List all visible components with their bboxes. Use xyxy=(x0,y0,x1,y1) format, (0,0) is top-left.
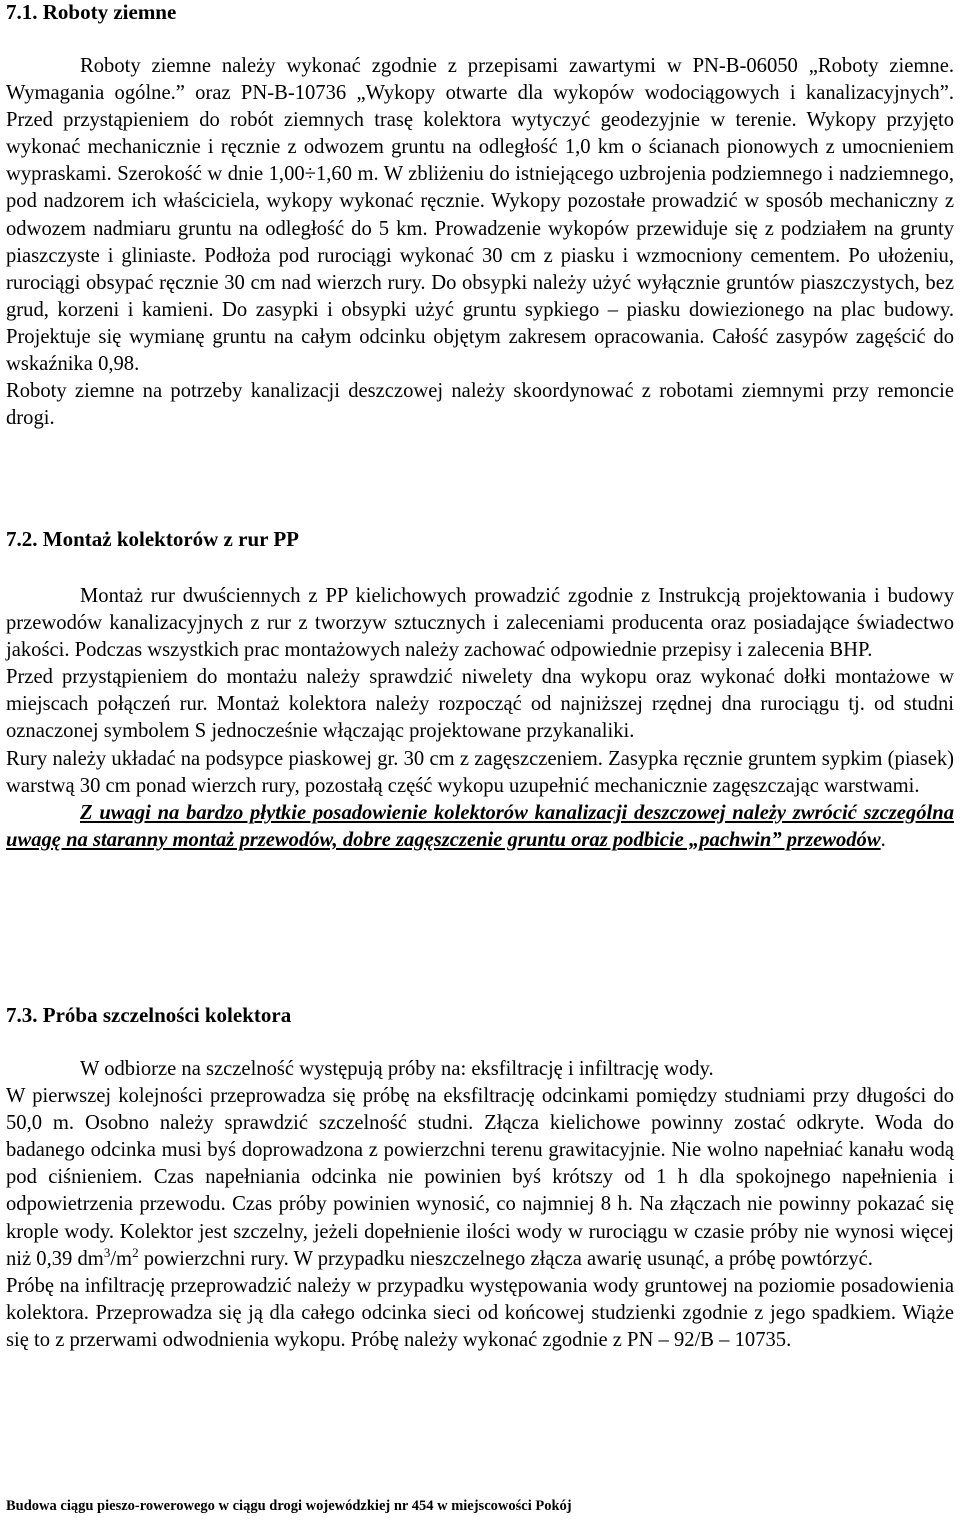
paragraph-exfiltration xyxy=(6,1083,954,1273)
section-7-3-body xyxy=(6,1056,954,1354)
section-title: Montaż kolektorów z rur PP xyxy=(42,527,299,551)
paragraph-pipe-assembly: Montaż rur dwuściennych z PP kielichowych prowadzić zgodnie z Instrukcją projektowania i budowy przewodów kanalizacyjnych z rur z tworzyw sztucznych i zaleceniami producenta oraz posiadające świadectwo jakości. Podczas wszystkich prac montażowych należy zachować odpowiednie przepisy i zalecenia BHP. xyxy=(6,585,954,662)
superscript-3: 3 xyxy=(103,1244,111,1260)
superscript-2: 2 xyxy=(132,1244,139,1260)
paragraph-preparation: Przed przystąpieniem do montażu należy sprawdzić niwelety dna wykopu oraz wykonać dołki montażowe w miejscach połączeń rur. Montaż kolektora należy rozpocząć od najniższej rzędnej dna rurociągu tj. od studni oznaczonej symbolem S jednocześnie włączając projektowane przykanaliki. xyxy=(6,666,954,743)
section-7-2-body xyxy=(6,583,954,854)
exfiltration-text-a: W pierwszej kolejności przeprowadza się próbę na eksfiltrację odcinkami pomiędzy studniami przy długości do 50,0 m. Osobno należy sprawdzić szczelność studni. Złącza kielichowe powinny zostać odkryte. Woda do badanego odcinka musi byś doprowadzona z powierzchni terenu grawitacyjnie. Nie wolno napełniać kanału wodą pod ciśnieniem. Czas napełniania odcinka nie powinien byś krótszy od 1 h dla spokojnego napełnienia i odpowietrzenia przewodu. Czas próby powinien wynosić, co najmniej 8 h. Na złączach nie powinny pokazać się krople wody. Kolektor jest szczelny, jeżeli dopełnienie ilości wody w rurociągu w czasie próby nie wynosi więcej niż 0,39 dm xyxy=(6,1085,954,1270)
paragraph-tightness-intro: W odbiorze na szczelność występują próby na: eksfiltrację i infiltrację wody. xyxy=(80,1058,714,1080)
emphasis-note: Z uwagi na bardzo płytkie posadowienie kolektorów kanalizacji deszczowej należy zwrócić szczególna uwagę na staranny montaż przewodów, dobre zagęszczenie gruntu oraz podbicie „pachwin” przewodów xyxy=(6,801,954,851)
section-heading-7-1: 7.1. Roboty ziemne xyxy=(6,0,177,24)
page-footer: Budowa ciągu pieszo-rowerowego w ciągu drogi wojewódzkiej nr 454 w miejscowości Pokój xyxy=(6,1498,572,1514)
paragraph-coordination: Roboty ziemne na potrzeby kanalizacji deszczowej należy skoordynować z robotami ziemnymi przy remoncie drogi. xyxy=(6,380,954,430)
paragraph-earthworks: Roboty ziemne należy wykonać zgodnie z przepisami zawartymi w PN-B-06050 „Roboty ziemne. Wymagania ogólne.” oraz PN-B-10736 „Wykopy otwarte dla wykopów wodociągowych i kanalizacyjnych”. Przed przystąpieniem do robót ziemnych trasę kolektora wytyczyć geodezyjnie w terenie. Wykopy przyjęto wykonać mechanicznie i ręcznie z odwozem gruntu na odległość 1,0 km o ścianach pionowych z umocnieniem wypraskami. Szerokość w dnie 1,00÷1,60 m. W zbliżeniu do istniejącego uzbrojenia podziemnego i nadziemnego, pod nadzorem ich właściciela, wykopy wykonać ręcznie. Wykopy pozostałe prowadzić w sposób mechaniczny z odwozem nadmiaru gruntu na odległość do 5 km. Prowadzenie wykopów przewiduje się z podziałem na grunty piaszczyste i gliniaste. Podłoża pod rurociągi wykonać 30 cm z piasku i wzmocniony cementem. Po ułożeniu, rurociągi obsypać ręcznie 30 cm nad wierzch rury. Do obsypki należy użyć wyłącznie gruntów piaszczystych, bez grud, korzeni i kamieni. Do zasypki i obsypki użyć gruntu sypkiego – piasku dowiezionego na plac budowy. Projektuje się wymianę gruntu na całym odcinku objętym zakresem opracowania. Całość zasypów zagęścić do wskaźnika 0,98. xyxy=(6,55,954,376)
paragraph-bedding: Rury należy układać na podsypce piaskowej gr. 30 cm z zagęszczeniem. Zasypka ręcznie gruntem sypkim (piasek) warstwą 30 cm ponad wierzch rury, pozostałą część wykopu uzupełnić mechanicznie zagęszczając warstwami. xyxy=(6,747,954,797)
paragraph-infiltration: Próbę na infiltrację przeprowadzić należy w przypadku występowania wody gruntowej na poziomie posadowienia kolektora. Przeprowadza się ją dla całego odcinka sieci od końcowej studzienki zgodnie z jego spadkiem. Wiąże się to z przerwami odwodnienia wykopu. Próbę należy wykonać zgodnie z PN – 92/B – 10735. xyxy=(6,1274,954,1351)
section-number: 7.2. xyxy=(6,527,38,551)
section-7-1-body xyxy=(6,53,954,432)
exfiltration-text-c: powierzchni rury. W przypadku nieszczelnego złącza awarię usunąć, a próbę powtórzyć. xyxy=(138,1247,873,1270)
exfiltration-text-b: /m xyxy=(110,1247,133,1270)
paragraph-emphasis xyxy=(6,800,954,854)
section-heading-7-2 xyxy=(6,527,299,552)
emphasis-period: . xyxy=(880,828,886,851)
section-heading-7-3: 7.3. Próba szczelności kolektora xyxy=(6,1003,292,1027)
